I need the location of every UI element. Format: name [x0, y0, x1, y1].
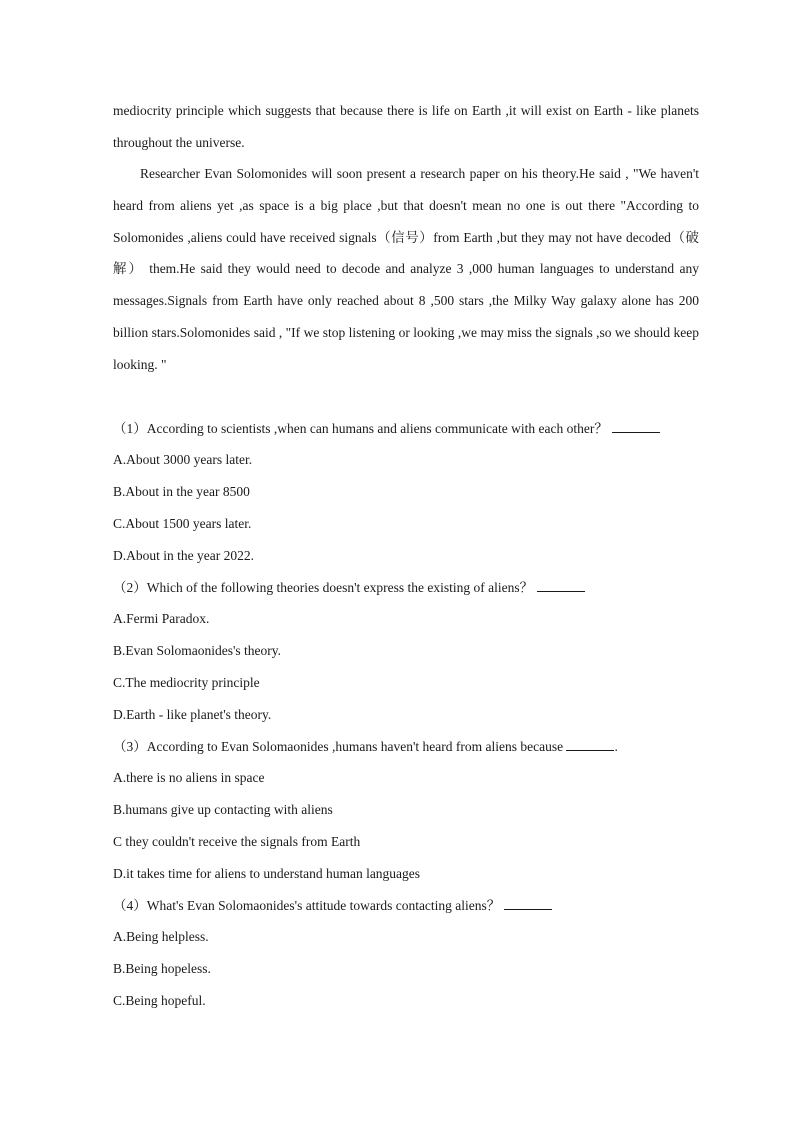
question-3-stem: （3）According to Evan Solomaonides ,humans haven't heard from aliens because .: [113, 739, 618, 754]
question-2-option-d[interactable]: D.Earth - like planet's theory.: [113, 707, 272, 722]
question-3-option-b[interactable]: B.humans give up contacting with aliens: [113, 802, 333, 817]
answer-blank-3[interactable]: [566, 737, 614, 751]
question-4-option-a[interactable]: A.Being helpless.: [113, 929, 209, 944]
question-1-option-b[interactable]: B.About in the year 8500: [113, 484, 250, 499]
question-4-option-b[interactable]: B.Being hopeless.: [113, 961, 211, 976]
question-4-option-c[interactable]: C.Being hopeful.: [113, 993, 206, 1008]
question-2-stem: （2）Which of the following theories doesn't express the existing of aliens？: [113, 578, 585, 598]
question-4-stem: （4）What's Evan Solomaonides's attitude towards contacting aliens？: [113, 896, 552, 916]
question-3-option-a[interactable]: A.there is no aliens in space: [113, 770, 265, 785]
question-3-option-d[interactable]: D.it takes time for aliens to understand human languages: [113, 866, 421, 881]
question-1-option-a[interactable]: A.About 3000 years later.: [113, 452, 253, 467]
question-1-stem: （1）According to scientists ,when can humans and aliens communicate with each other？: [113, 419, 660, 439]
question-1-option-c[interactable]: C.About 1500 years later.: [113, 516, 252, 531]
answer-blank-1[interactable]: [612, 419, 660, 433]
answer-blank-4[interactable]: [504, 896, 552, 910]
question-2-option-c[interactable]: C.The mediocrity principle: [113, 675, 260, 690]
question-2-option-b[interactable]: B.Evan Solomaonides's theory.: [113, 643, 282, 658]
question-3-option-c[interactable]: C they couldn't receive the signals from Earth: [113, 834, 361, 849]
passage-paragraph-1: mediocrity principle which suggests that because there is life on Earth ,it will exist on Earth - like planets throughout the universe.: [113, 103, 699, 150]
question-2-option-a[interactable]: A.Fermi Paradox.: [113, 611, 210, 626]
passage-paragraph-2: Researcher Evan Solomonides will soon present a research paper on his theory.He said , "We haven't heard from aliens yet ,as space is a big place ,but that doesn't mean no one is out there "According to Solomonides ,aliens could have received signals（信号）from Earth ,but they may not have decoded（破解） them.He said they would need to decode and analyze 3 ,000 human languages to understand any messages.Signals from Earth have only reached about 8 ,500 stars ,the Milky Way galaxy alone has 200 billion stars.Solomonides said , "If we stop listening or looking ,we may miss the signals ,so we should keep looking. ": [113, 166, 699, 372]
answer-blank-2[interactable]: [537, 578, 585, 592]
question-1-option-d[interactable]: D.About in the year 2022.: [113, 548, 254, 563]
